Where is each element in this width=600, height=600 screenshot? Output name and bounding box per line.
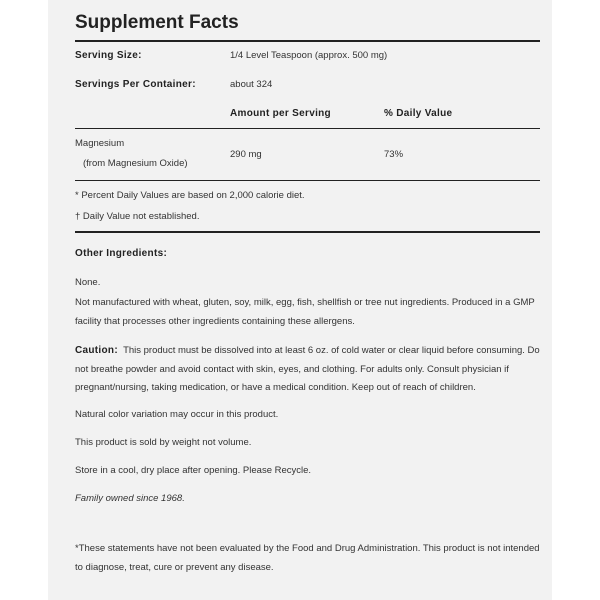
page-title: Supplement Facts xyxy=(75,12,239,33)
title-divider xyxy=(75,40,540,42)
daily-value-header: % Daily Value xyxy=(384,108,453,119)
allergen-note: Not manufactured with wheat, gluten, soy, milk, egg, fish, shellfish or tree nut ingredients. Produced in a GMP facility that processes other ingredients containing these allergens. xyxy=(75,297,535,327)
other-ingredients-value: None. xyxy=(75,277,101,288)
caution-paragraph xyxy=(75,342,540,398)
footnote-divider xyxy=(75,231,540,233)
footnote-not-established: † Daily Value not established. xyxy=(75,211,200,222)
serving-size-label: Serving Size: xyxy=(75,50,142,61)
family-note: Family owned since 1968. xyxy=(75,493,185,504)
nutrient-daily-value: 73% xyxy=(384,149,404,160)
other-ingredients-heading: Other Ingredients: xyxy=(75,248,168,259)
caution-text: This product must be dissolved into at least 6 oz. of cold water or clear liquid before consuming. Do not breathe powder and avoid contact with skin, eyes, and clothing. For adults only. Consult physician if pregnant/nursing, taking medication, or have a medical condition. Keep out of reach of children. xyxy=(75,345,540,393)
color-variation-note: Natural color variation may occur in this product. xyxy=(75,409,279,420)
footnote-percent-dv: * Percent Daily Values are based on 2,000 calorie diet. xyxy=(75,190,305,201)
header-divider xyxy=(75,128,540,129)
weight-note: This product is sold by weight not volume. xyxy=(75,437,252,448)
nutrient-divider xyxy=(75,180,540,181)
nutrient-source: (from Magnesium Oxide) xyxy=(83,158,188,169)
amount-per-serving-header: Amount per Serving xyxy=(230,108,331,119)
nutrient-amount: 290 mg xyxy=(230,149,262,160)
storage-note: Store in a cool, dry place after opening. Please Recycle. xyxy=(75,465,312,476)
nutrient-name: Magnesium xyxy=(75,138,125,149)
fda-disclaimer: *These statements have not been evaluated by the Food and Drug Administration. This product is not intended to diagnose, treat, cure or prevent any disease. xyxy=(75,543,540,573)
servings-per-container-label: Servings Per Container: xyxy=(75,79,196,90)
serving-size-value: 1/4 Level Teaspoon (approx. 500 mg) xyxy=(230,50,388,61)
servings-per-container-value: about 324 xyxy=(230,79,273,90)
caution-label: Caution: xyxy=(75,345,118,356)
